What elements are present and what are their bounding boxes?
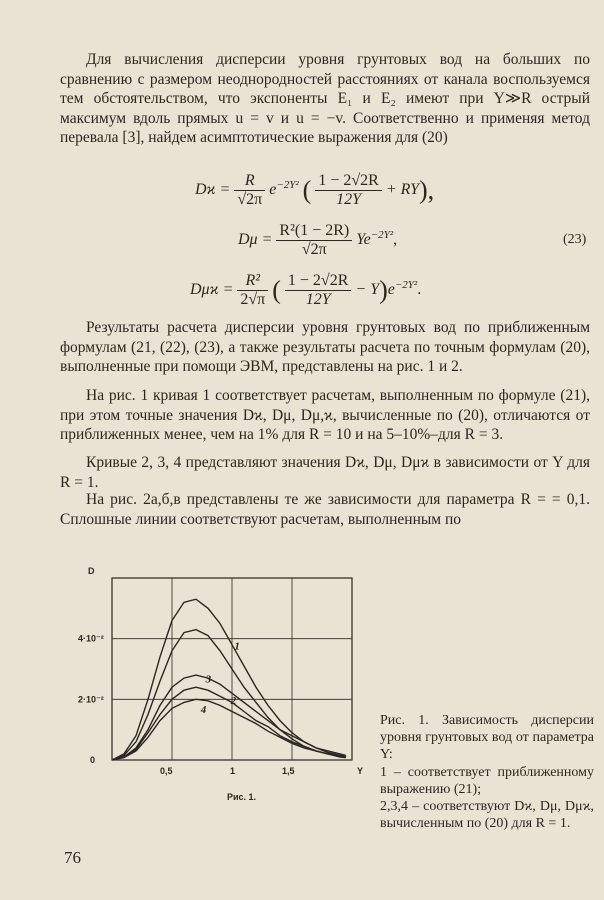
curve-series-4 [112, 699, 346, 760]
eq2-fraction [276, 222, 352, 259]
curve-label-1: 2 [230, 694, 237, 707]
caption-item-1: 1 – соответствует приближенному выражению (21); [380, 765, 594, 797]
paragraph-5: На рис. 2а,б,в представлены те же зависимости для параметра R = = 0,1. Сплошные линии соответствуют расчетам, выполненным по [60, 491, 590, 528]
eq3-sup: −2Y² [394, 278, 418, 291]
paragraph-3: На рис. 1 кривая 1 соответствует расчетам, выполненным по формуле (21), при этом точные значения Dϰ, Dμ, Dμ,ϰ, вычисленные по (20), отличаются от приближенных менее, чем на 1% для R = 10 и на 5–10%–для R = 3. [60, 387, 590, 443]
figure-label: Рис. 1. [227, 792, 257, 802]
axis-y-label: D [88, 566, 95, 576]
eq2-lhs: Dμ = [238, 231, 273, 249]
curve-label-0: 1 [234, 640, 240, 653]
eq1-sup: −2Y² [276, 178, 299, 191]
eq1-exp: e [269, 181, 277, 199]
curve-label-2: 3 [205, 673, 212, 686]
paragraph-1: Для вычисления дисперсии уровня грунтовых вод на больших по сравнению с размером неоднородностей расстояниях от канала воспользуемся тем обстоятельством, что экспоненты E₁ и E₂ имеют при Y≫R острый максимум вдоль прямых u = v и u = −v. Соответственно и применяя метод перевала [3], найдем асимптотические выражения для (20) [60, 51, 590, 146]
eq1-tail: + RY [385, 181, 419, 199]
eq1-num: R [234, 172, 265, 191]
caption-item-2: 2,3,4 – соответствуют Dϰ, Dμ, Dμϰ, вычисленным по (20) для R = 1. [380, 799, 594, 831]
eq2-tail: Ye [356, 231, 371, 249]
eq3-inner-fraction [285, 272, 351, 309]
page-number: 76 [64, 848, 81, 867]
eq1-inner-num: 1 − 2√2R [315, 172, 381, 191]
x-tick-label-0: 0,5 [160, 766, 173, 776]
eq3-den: 2√π [240, 291, 266, 308]
chart-curves [112, 599, 346, 760]
eq3-exp: e [387, 281, 395, 299]
curve-label-3: 4 [200, 703, 207, 716]
x-tick-label-1: 1 [230, 766, 236, 776]
eq3-lhs: Dμϰ = [190, 281, 234, 299]
eq3-mid: − Y [355, 281, 380, 299]
y-tick-label-2: 0 [90, 755, 96, 765]
y-tick-label-1: 2·10⁻² [78, 694, 104, 705]
eq3-num: R² [237, 272, 268, 291]
eq3-inner-num: 1 − 2√2R [285, 272, 351, 291]
eq3-inner-den: 12Y [305, 291, 331, 308]
curve-series-1 [112, 630, 346, 760]
equation-number: (23) [563, 232, 587, 247]
equation-3: Dμϰ = $\frac{\text{R²}}{2√\pi}$ ( $\frac{1 - 2√2R}{12Y}$ − $Y)e^{-2Y^2}$. [190, 272, 422, 308]
figure-caption-items [380, 764, 594, 832]
x-tick-label-2: 1,5 [282, 766, 295, 776]
equation-1: Dϰ = $\frac{R}{√2\pi}$ $e^{-2Y^2}$ ( $\frac{1 - 2√2R}{12Y}$ + RY), [195, 172, 435, 208]
eq2-num: R²(1 − 2R) [276, 222, 352, 241]
eq1-lhs: Dϰ = [195, 181, 231, 199]
figure-1-chart [78, 560, 382, 810]
paragraph-2: Результаты расчета дисперсии уровня грунтовых вод по приближенным формулам (21, (22), (23), а также результаты расчета по точным формулам (20), выполненные при помощи ЭВМ, представлены на рис. 1 и 2. [60, 319, 590, 375]
eq1-inner-den: 12Y [336, 191, 362, 208]
figure-caption-title: Рис. 1. Зависимость дисперсии уровня грунтовых вод от параметра Y: [380, 713, 594, 762]
curve-series-0 [112, 599, 346, 760]
eq1-inner-fraction [315, 172, 381, 209]
equation-2: Dμ = $\frac{\text{R²(1 − 2R)}}{√2\pi}$ $Ye^{-2Y^2}$, [238, 222, 398, 258]
eq2-den: √2π [301, 241, 327, 258]
axis-x-label: Y [357, 766, 364, 776]
eq2-sup: −2Y² [370, 228, 394, 241]
eq1-den: √2π [237, 191, 263, 208]
paragraph-4: Кривые 2, 3, 4 представляют значения Dϰ, Dμ, Dμϰ в зависимости от Y для R = 1. [60, 454, 590, 491]
eq1-fraction [234, 172, 265, 209]
y-tick-label-0: 4·10⁻² [78, 633, 104, 644]
eq3-fraction [237, 272, 268, 309]
